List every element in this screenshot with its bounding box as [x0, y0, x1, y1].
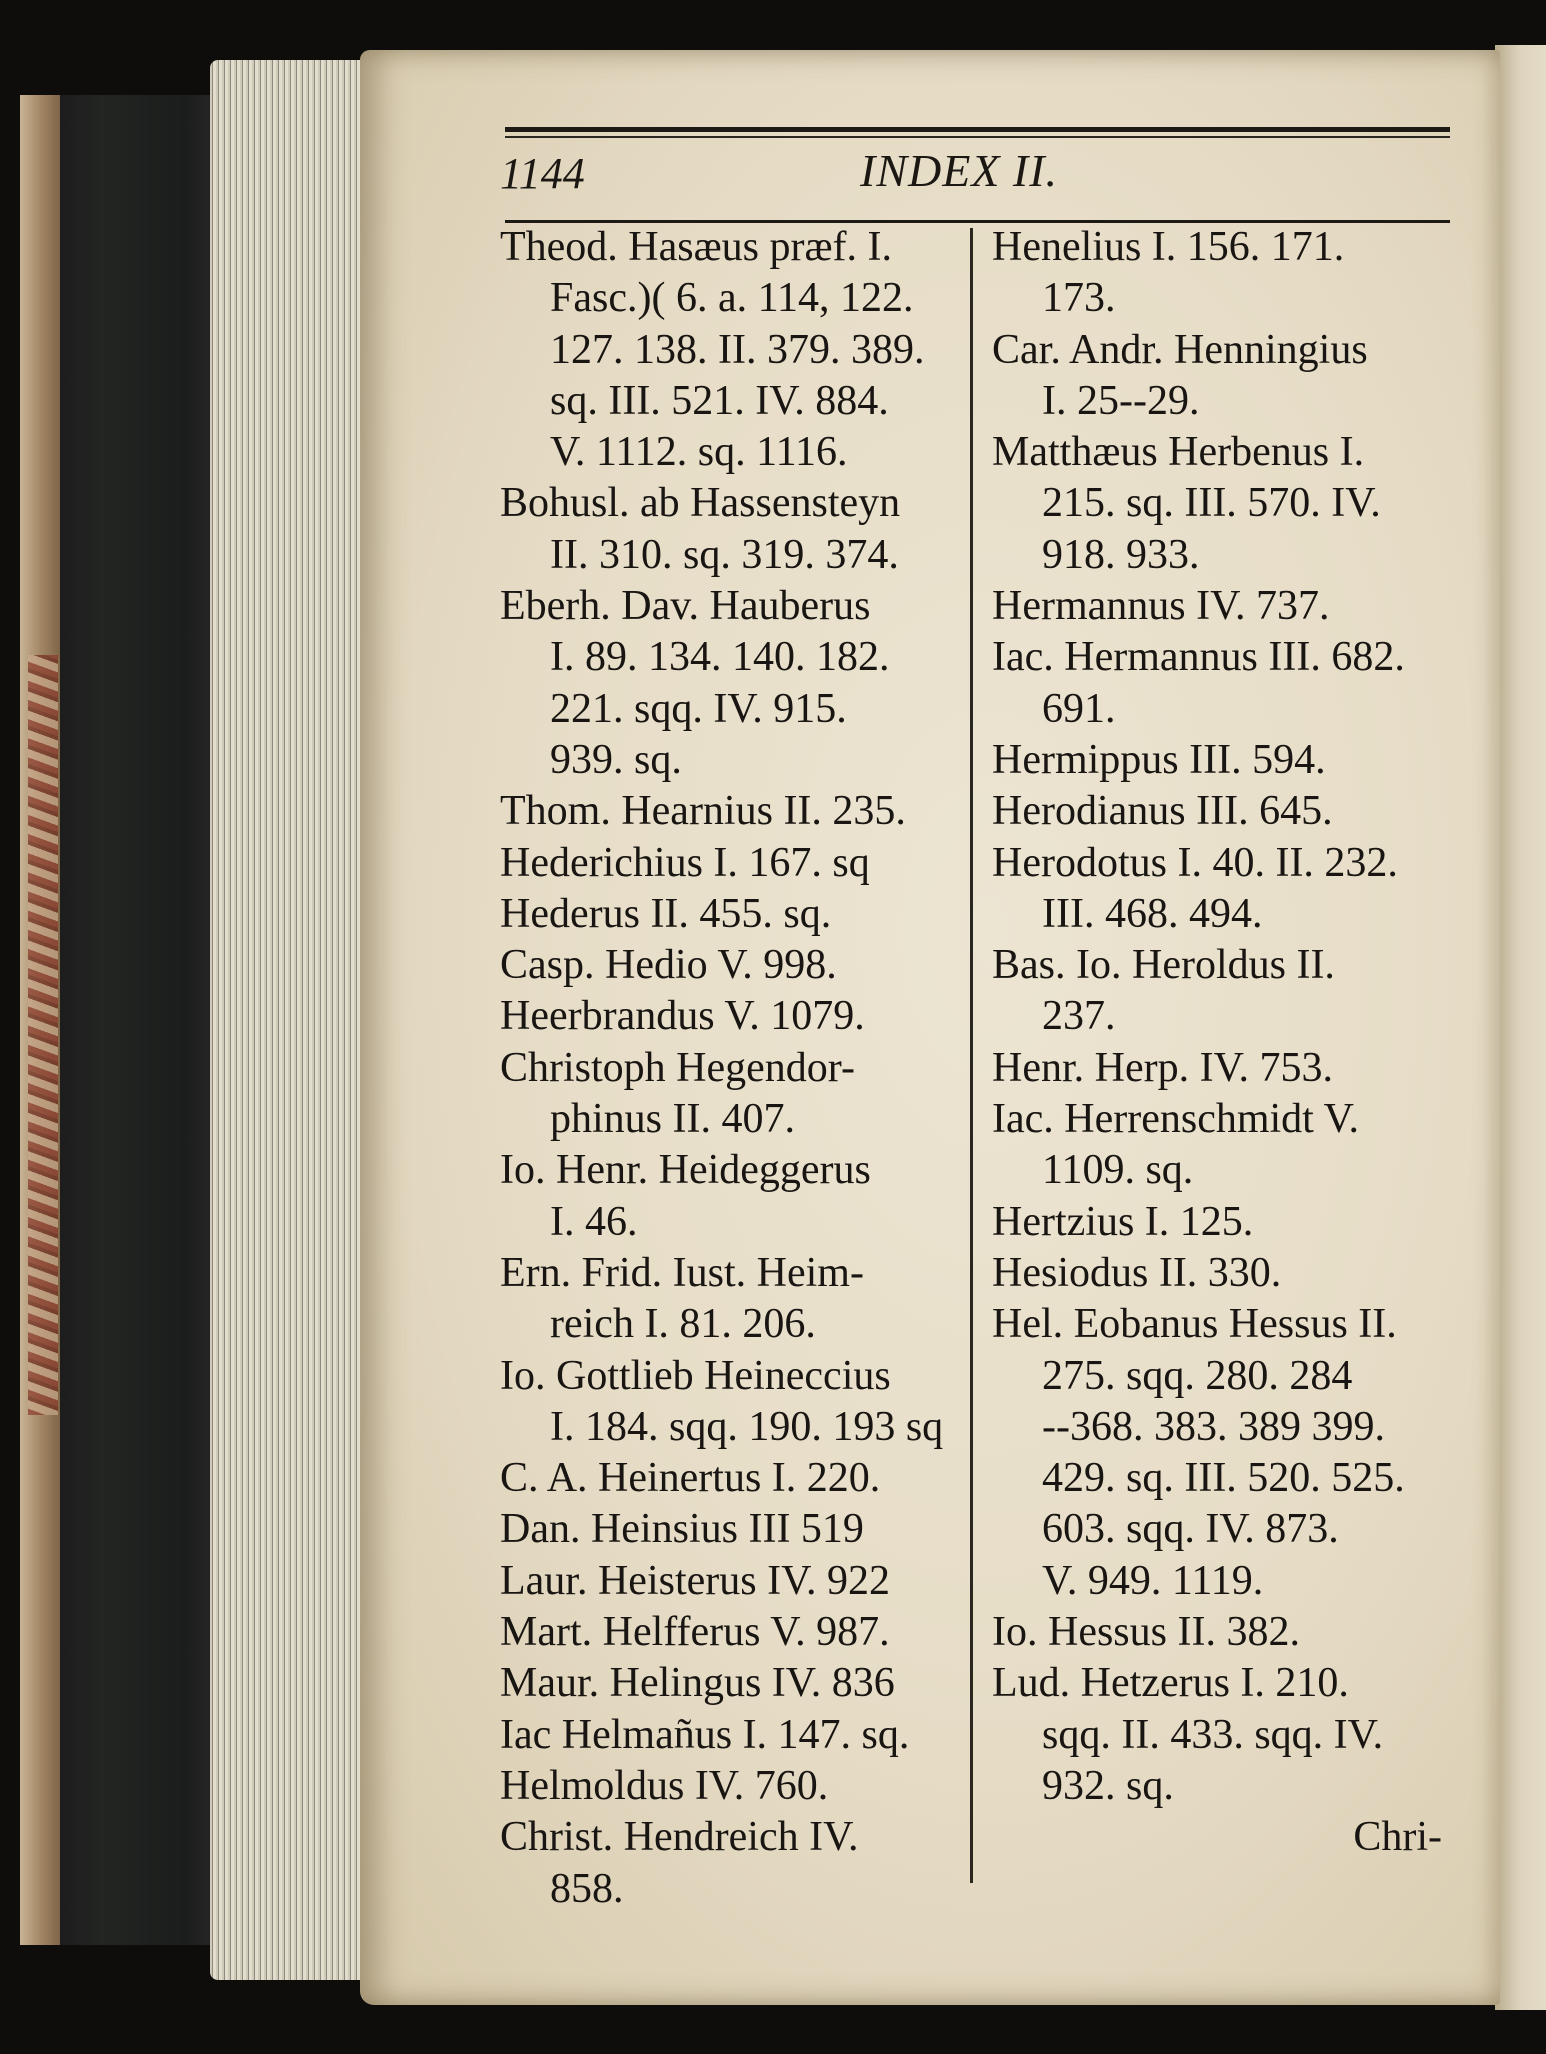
- index-entry-line: II. 310. sq. 319. 374.: [550, 531, 899, 578]
- top-rule-thin: [505, 136, 1450, 138]
- index-entry-line: Io. Henr. Heideggerus: [500, 1147, 871, 1194]
- index-entry-line: I. 25--29.: [1042, 377, 1200, 424]
- index-entry-line: --368. 383. 389 399.: [1042, 1403, 1385, 1450]
- index-entry-line: Mart. Helfferus V. 987.: [500, 1609, 890, 1656]
- index-entry-line: 275. sqq. 280. 284: [1042, 1352, 1353, 1399]
- index-entry-line: sq. III. 521. IV. 884.: [550, 377, 889, 424]
- index-entry-line: 221. sqq. IV. 915.: [550, 685, 847, 732]
- index-entry-line: Herodotus I. 40. II. 232.: [992, 839, 1398, 886]
- index-entry-line: 939. sq.: [550, 736, 682, 783]
- index-entry-line: Henelius I. 156. 171.: [992, 224, 1345, 270]
- index-entry-line: Io. Hessus II. 382.: [992, 1609, 1300, 1656]
- index-entry-line: C. A. Heinertus I. 220.: [500, 1455, 881, 1502]
- book-spine-edge: [20, 95, 225, 1945]
- index-entry-line: Casp. Hedio V. 998.: [500, 942, 837, 989]
- index-entry-line: I. 184. sqq. 190. 193 sq: [550, 1403, 944, 1450]
- index-entry-line: 603. sqq. IV. 873.: [1042, 1506, 1339, 1553]
- index-entry-line: V. 1112. sq. 1116.: [550, 429, 848, 476]
- index-entry-line: Hederus II. 455. sq.: [500, 890, 832, 937]
- index-entry-line: Hermannus IV. 737.: [992, 583, 1330, 630]
- index-entry-line: Christ. Hendreich IV.: [500, 1814, 859, 1861]
- index-entry-line: Bas. Io. Heroldus II.: [992, 942, 1335, 989]
- index-entry-line: 237.: [1042, 993, 1116, 1040]
- index-entry-line: Maur. Helingus IV. 836: [500, 1660, 895, 1707]
- index-entry-line: Theod. Hasæus præf. I.: [500, 224, 892, 270]
- index-entry-line: Dan. Heinsius III 519: [500, 1506, 864, 1553]
- index-column-left: [500, 222, 960, 1915]
- index-entry-line: Bohusl. ab Hassensteyn: [500, 480, 901, 527]
- index-entry-line: Ern. Frid. Iust. Heim-: [500, 1249, 864, 1296]
- index-entry-line: Hertzius I. 125.: [992, 1198, 1254, 1245]
- facing-page-edge: [1495, 45, 1546, 2010]
- index-entry-line: Hesiodus II. 330.: [992, 1249, 1282, 1296]
- index-entry-line: Laur. Heisterus IV. 922: [500, 1557, 890, 1604]
- index-entry-line: I. 46.: [550, 1198, 638, 1245]
- index-entry-line: Iac. Hermannus III. 682.: [992, 634, 1405, 681]
- index-entry-line: Hermippus III. 594.: [992, 736, 1326, 783]
- index-entry-line: 858.: [550, 1865, 624, 1912]
- index-entry-line: 691.: [1042, 685, 1116, 732]
- index-entry-line: 127. 138. II. 379. 389.: [550, 326, 925, 373]
- index-entry-line: sqq. II. 433. sqq. IV.: [1042, 1711, 1384, 1758]
- page-number: 1144: [500, 149, 585, 198]
- index-entry-line: Thom. Hearnius II. 235.: [500, 788, 906, 835]
- index-entry-line: Christoph Hegendor-: [500, 1044, 855, 1091]
- index-entry-line: Eberh. Dav. Hauberus: [500, 583, 871, 630]
- index-entry-line: Lud. Hetzerus I. 210.: [992, 1660, 1349, 1707]
- index-entry-line: Hederichius I. 167. sq: [500, 839, 870, 886]
- index-entry-line: I. 89. 134. 140. 182.: [550, 634, 890, 681]
- index-entry-line: Io. Gottlieb Heineccius: [500, 1352, 891, 1399]
- index-entry-line: Iac Helmañus I. 147. sq.: [500, 1711, 910, 1758]
- running-head: INDEX II.: [860, 145, 1059, 196]
- index-entry-line: Henr. Herp. IV. 753.: [992, 1044, 1334, 1091]
- index-entry-line: 429. sq. III. 520. 525.: [1042, 1455, 1405, 1502]
- index-column-right: [992, 222, 1442, 1864]
- top-rule: [505, 127, 1450, 132]
- index-entry-line: Herodianus III. 645.: [992, 788, 1333, 835]
- index-entry-line: reich I. 81. 206.: [550, 1301, 816, 1348]
- column-divider: [970, 228, 973, 1883]
- catchword: Chri-: [1353, 1814, 1442, 1861]
- index-entry-line: III. 468. 494.: [1042, 890, 1263, 937]
- index-entry-line: Fasc.)( 6. a. 114, 122.: [550, 275, 914, 322]
- index-entry-line: Matthæus Herbenus I.: [992, 429, 1365, 476]
- index-entry-line: 918. 933.: [1042, 531, 1200, 578]
- index-entry-line: V. 949. 1119.: [1042, 1557, 1264, 1604]
- index-entry-line: Heerbrandus V. 1079.: [500, 993, 865, 1040]
- index-entry-line: Hel. Eobanus Hessus II.: [992, 1301, 1397, 1348]
- index-entry-line: Car. Andr. Henningius: [992, 326, 1368, 373]
- index-entry-line: 215. sq. III. 570. IV.: [1042, 480, 1381, 527]
- index-entry-line: Iac. Herrenschmidt V.: [992, 1096, 1360, 1143]
- marbled-edge: [28, 655, 58, 1415]
- index-entry-line: phinus II. 407.: [550, 1096, 795, 1143]
- index-entry-line: 1109. sq.: [1042, 1147, 1194, 1194]
- index-entry-line: 932. sq.: [1042, 1762, 1174, 1809]
- index-entry-line: Helmoldus IV. 760.: [500, 1762, 829, 1809]
- index-entry-line: 173.: [1042, 275, 1116, 322]
